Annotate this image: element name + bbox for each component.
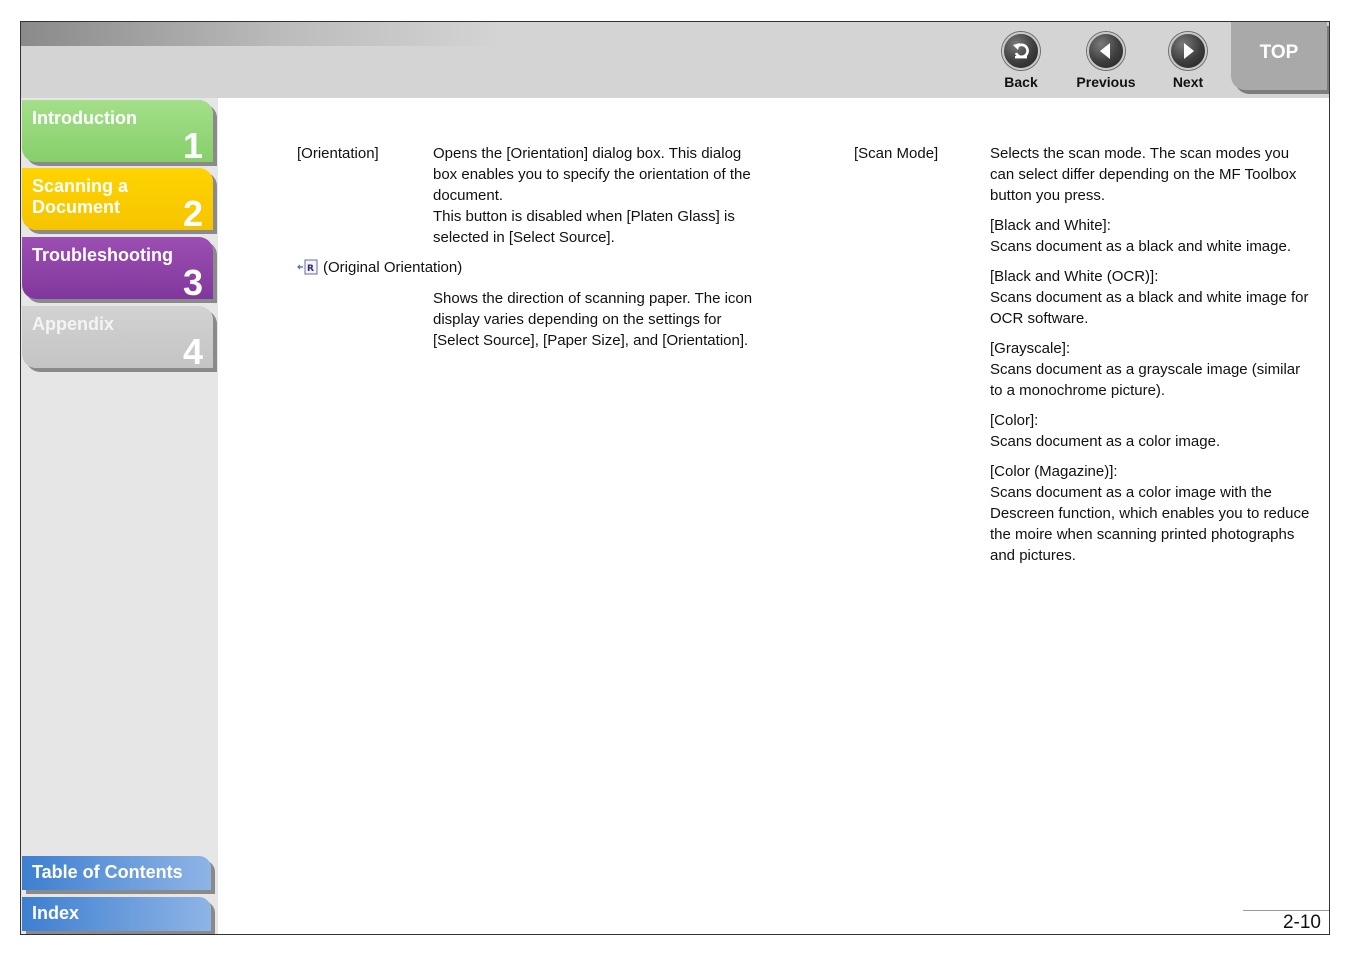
orientation-term: [Orientation] <box>297 145 379 162</box>
index-button[interactable]: Index <box>22 897 211 931</box>
scan-mode-item <box>990 215 1310 257</box>
chapter-sidebar <box>21 98 218 934</box>
next-button[interactable] <box>1148 32 1228 90</box>
orientation-desc-1: Opens the [Orientation] dialog box. This dialog box enables you to specify the orientation of the document. <box>433 145 751 204</box>
original-orientation-description: Shows the direction of scanning paper. The icon display varies depending on the settings for [Select Source], [Paper Size], and [Orientation]. <box>433 290 753 349</box>
chapter-tab-number: 1 <box>182 125 203 166</box>
page-number-rule <box>1243 910 1329 911</box>
chapter-tab-troubleshooting[interactable] <box>22 237 213 303</box>
chapter-tab-appendix[interactable] <box>22 306 213 372</box>
main-content <box>218 98 1329 934</box>
original-orientation-icon <box>297 259 319 275</box>
scan-mode-desc: Scans document as a color image. <box>990 433 1221 450</box>
back-button[interactable] <box>981 32 1061 90</box>
chapter-tab-number: 4 <box>182 331 203 372</box>
chapter-tab-label: Scanning a Document <box>32 176 129 217</box>
toolbar-gradient-strip <box>21 22 501 46</box>
chapter-tab-label: Introduction <box>32 108 137 128</box>
scan-mode-name: [Black and White]: <box>990 217 1111 234</box>
original-orientation-label: (Original Orientation) <box>323 259 463 276</box>
back-icon <box>1002 32 1040 70</box>
scan-mode-desc: Scans document as a black and white image for OCR software. <box>990 289 1309 327</box>
scan-mode-term: [Scan Mode] <box>854 145 939 162</box>
top-button[interactable]: TOP <box>1231 22 1327 90</box>
page-number: 2-10 <box>1282 912 1321 933</box>
orientation-description <box>433 143 753 248</box>
svg-text:R: R <box>307 264 314 274</box>
scan-mode-item <box>990 338 1310 401</box>
chapter-tab-scanning-a-document[interactable] <box>22 168 213 234</box>
top-toolbar <box>21 22 1329 98</box>
scan-mode-item <box>990 461 1310 566</box>
chapter-tab-label: Appendix <box>32 314 115 334</box>
scan-mode-name: [Grayscale]: <box>990 340 1071 357</box>
scan-mode-desc: Scans document as a black and white image. <box>990 238 1292 255</box>
scan-mode-description <box>990 143 1310 575</box>
scan-mode-item <box>990 410 1310 452</box>
previous-label: Previous <box>1076 74 1136 90</box>
scan-mode-name: [Color (Magazine)]: <box>990 463 1118 480</box>
page-frame <box>20 21 1330 935</box>
previous-button[interactable] <box>1066 32 1146 90</box>
back-label: Back <box>1004 74 1038 90</box>
scan-mode-name: [Black and White (OCR)]: <box>990 268 1159 285</box>
scan-mode-desc: Scans document as a color image with the Descreen function, which enables you to reduce the moire when scanning printed photographs and pictures. <box>990 484 1310 564</box>
next-label: Next <box>1172 74 1204 90</box>
chapter-tab-number: 3 <box>182 262 203 303</box>
next-arrow-icon <box>1169 32 1207 70</box>
previous-arrow-icon <box>1087 32 1125 70</box>
scan-mode-name: [Color]: <box>990 412 1039 429</box>
table-of-contents-button[interactable]: Table of Contents <box>22 856 211 890</box>
scan-mode-intro: Selects the scan mode. The scan modes you can select differ depending on the MF Toolbox button you press. <box>990 145 1297 204</box>
scan-mode-item <box>990 266 1310 329</box>
chapter-tab-introduction[interactable] <box>22 100 213 166</box>
original-orientation-term <box>297 257 462 278</box>
chapter-tab-number: 2 <box>182 193 203 234</box>
chapter-tab-label: Troubleshooting <box>32 245 173 265</box>
orientation-desc-2: This button is disabled when [Platen Glass] is selected in [Select Source]. <box>433 208 735 246</box>
scan-mode-desc: Scans document as a grayscale image (similar to a monochrome picture). <box>990 361 1301 399</box>
